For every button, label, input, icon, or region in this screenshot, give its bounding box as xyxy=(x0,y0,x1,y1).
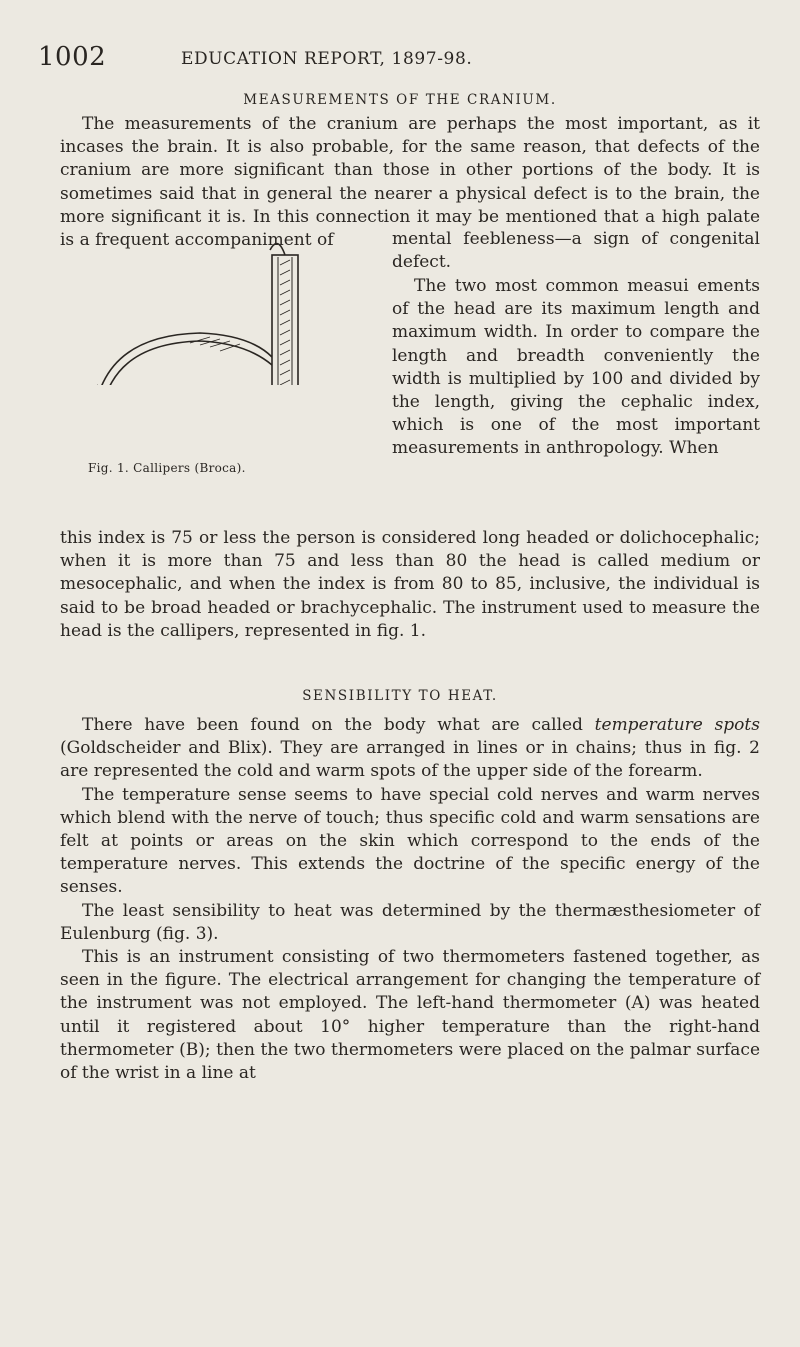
cranium-paragraph-2-rest xyxy=(60,527,760,643)
paragraph-text: The measurements of the cranium are perhaps the most important, as it incases the brain. It is also probable, for the same reason, that defects of the cranium are more significant than those in other portions of the body. It is sometimes said that in general the nearer a physical defect is to the brain, the more significant it is. In this connection it may be mentioned that a high palate is a frequent accompaniment of xyxy=(60,114,760,251)
paragraph-text: The two most common measui ements of the head are its maximum length and maximum width. In order to compare the length and breadth conveniently the width is multiplied by 100 and divided by the length, giving the cephalic index, which is one of the most important measurements in anthropology. When xyxy=(392,276,760,459)
cranium-wrap-line xyxy=(392,228,760,274)
cranium-paragraph-2-wrap xyxy=(392,275,760,461)
section-title-heat: SENSIBILITY TO HEAT. xyxy=(302,688,498,704)
paragraph-text: this index is 75 or less the person is considered long headed or dolichocephalic; when it is more than 75 and less than 80 the head is called medium or mesocephalic, and when the index is from 80 to 85, inclusive, the individual is said to be broad headed or brachycephalic. The instrument used to measure the head is the callipers, represented in fig. 1. xyxy=(60,528,760,641)
figure-callipers xyxy=(60,85,380,475)
paragraph-temperature-sense: The temperature sense seems to have special cold nerves and warm nerves which blend with the nerve of touch; thus specific cold and warm sensations are felt at points or areas on the skin which correspond to the ends of the temperature nerves. This extends the doctrine of the specific energy of the senses. xyxy=(60,784,760,898)
paragraph-least-sensibility: The least sensibility to heat was determined by the thermæsthesiometer of Eulenburg (fig. 3). xyxy=(60,900,760,944)
running-head: EDUCATION REPORT, 1897-98. xyxy=(181,49,473,69)
paragraph-temperature-spots: There have been found on the body what are called temperature spots (Goldscheider and Blix). They are arranged in lines or in chains; thus in fig. 2 are represented the cold and warm spots of the upper side of the forearm. xyxy=(60,715,760,782)
callipers-illustration xyxy=(60,85,400,385)
heat-section-text xyxy=(60,714,760,1085)
page-header xyxy=(38,42,768,82)
page-number: 1002 xyxy=(38,42,107,72)
emphasis-temperature-spots: temperature spots xyxy=(594,715,760,735)
paragraph-instrument: This is an instrument consisting of two thermometers fastened together, as seen in the figure. The electrical arrangement for changing the temperature of the instrument was not employed. The left-hand thermometer (A) was heated until it registered about 10° higher temperature than the right-hand thermometer (B); then the two thermometers were placed on the palmar surface of the wrist in a line at xyxy=(60,947,760,1084)
paragraph-text: mental feebleness—a sign of congenital defect. xyxy=(392,229,760,273)
figure-caption: Fig. 1. Callipers (Broca). xyxy=(88,461,246,475)
section-title-cranium: MEASUREMENTS OF THE CRANIUM. xyxy=(243,92,557,108)
